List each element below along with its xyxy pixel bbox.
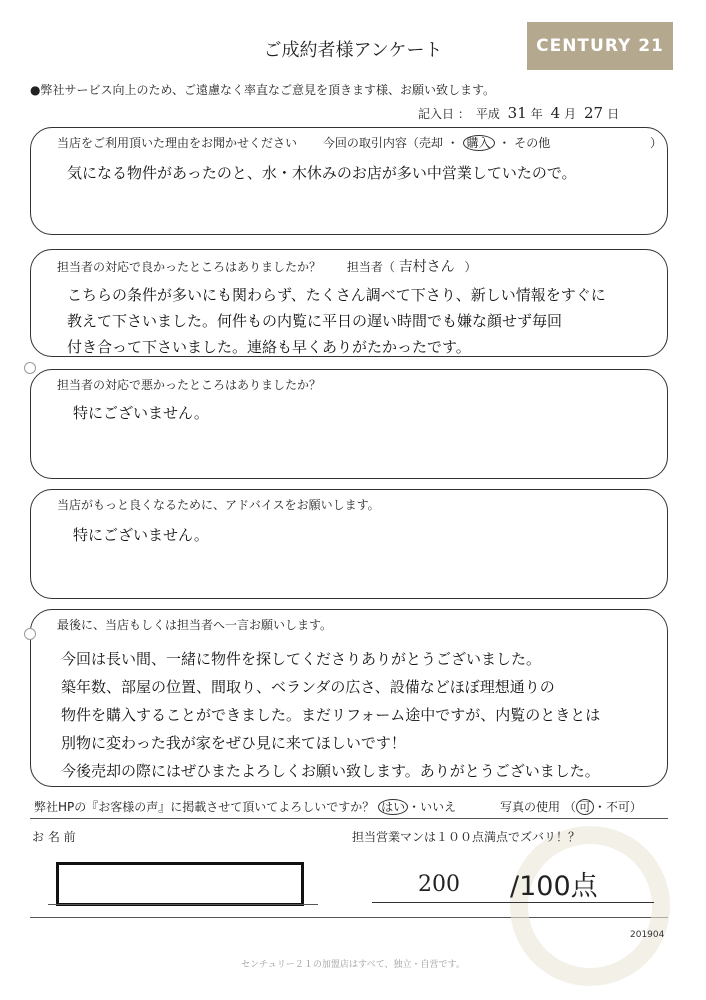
publication-consent [34,798,642,815]
transaction-type-prefix: 今回の取引内容（ [322,136,419,150]
good-points-answer-line: こちらの条件が多いにも関わらず、たくさん調べて下さり、新しい情報をすぐに [67,286,606,304]
brand-logo: CENTURY 21 [527,22,673,70]
final-message-question: 最後に、当店もしくは担当者へ一言お願いします。 [57,618,333,632]
final-message-line: 築年数、部屋の位置、間取り、ベランダの広さ、設備などほぼ理想通りの [61,678,555,696]
form-code: 201904 [630,930,665,940]
photo-not-allowed-option: 不可 [605,800,630,814]
good-points-section [30,249,668,357]
transaction-type-suffix: ） [650,136,663,150]
binder-hole-icon [24,628,36,640]
reason-question [57,134,662,151]
redacted-name-box [56,862,304,906]
entry-date-day-unit: 日 [607,107,620,121]
reason-answer-line: 気になる物件があったのと、水・木休みのお店が多い中営業していたので。 [67,164,577,182]
reason-question-text: 当店をご利用頂いた理由をお聞かせください [57,136,298,150]
final-message-line: 今後売却の際にはぜひまたよろしくお願い致します。ありがとうございました。 [61,762,600,780]
final-message-line: 物件を購入することができました。まだリフォーム途中ですが、内覧のときとは [61,706,601,724]
photo-usage-label: 写真の使用 [500,800,561,814]
entry-date-month: 4 [550,104,561,122]
final-message-line: 別物に変わった我が家をぜひ見に来てほしいです！ [61,734,406,752]
entry-date-year: 31 [507,104,527,122]
entry-date-label: 記入日 ： 平成 [418,107,500,121]
bad-points-section [30,369,668,479]
entry-date-day: 27 [583,104,604,122]
footer-note: センチュリー２１の加盟店はすべて、独立・自営です。 [241,960,465,970]
transaction-sep: ・ [446,136,459,150]
score-given: 200 [418,872,460,897]
photo-usage: 写真の使用 （ 可 ・不可） [500,800,642,814]
final-message-section [30,609,668,787]
entry-date [418,104,619,122]
staff-name [347,260,477,274]
staff-name-suffix: ） [464,260,477,274]
advice-section [30,489,668,599]
photo-allowed-option: 可 [576,799,594,815]
consent-question: 弊社HPの『お客様の声』に掲載させて頂いてよろしいですか？ [34,800,375,814]
transaction-other-option: ・ その他 [498,136,551,150]
staff-name-value: 吉村さん [398,259,455,275]
final-message-line: 今回は長い間、一緒に物件を探してくださりありがとうございました。 [61,650,542,668]
good-points-answer-line: 教えて下さいました。何件もの内覧に平日の遅い時間でも嫌な顔せず毎回 [67,312,563,330]
bad-points-question: 担当者の対応で悪かったところはありましたか？ [57,378,322,392]
good-points-question-text: 担当者の対応で良かったところはありましたか？ [57,260,322,274]
consent-no-option: いいえ [420,800,457,814]
intro-text: ●弊社サービス向上のため、ご遠慮なく率直なご意見を頂きます様、お願い致します。 [30,83,496,97]
transaction-type [323,136,662,150]
advice-answer-line: 特にございません。 [73,526,209,544]
transaction-sell-option: 売却 [418,136,443,150]
bad-points-answer-line: 特にございません。 [73,404,209,422]
score-question: 担当営業マンは１００点満点でズバリ！？ [352,830,581,844]
consent-sep: ・ [408,800,421,814]
score-total: /100点 [510,871,598,902]
binder-hole-icon [24,362,36,374]
good-points-question [57,256,477,276]
good-points-answer-line: 付き合って下さいました。連絡も早くありがたかったです。 [67,338,471,356]
entry-date-month-unit: 月 [564,107,577,121]
name-label: お 名 前 [32,830,76,844]
staff-name-label: 担当者（ [346,260,395,274]
transaction-buy-option: 購入 [463,135,495,151]
entry-date-year-unit: 年 [530,107,543,121]
consent-yes-option: はい [378,799,408,815]
reason-section [30,127,668,235]
document-title: ご成約者様アンケート [263,40,443,61]
score-underline [372,902,654,903]
name-underline [48,904,318,905]
advice-question: 当店がもっと良くなるために、アドバイスをお願いします。 [57,498,380,512]
